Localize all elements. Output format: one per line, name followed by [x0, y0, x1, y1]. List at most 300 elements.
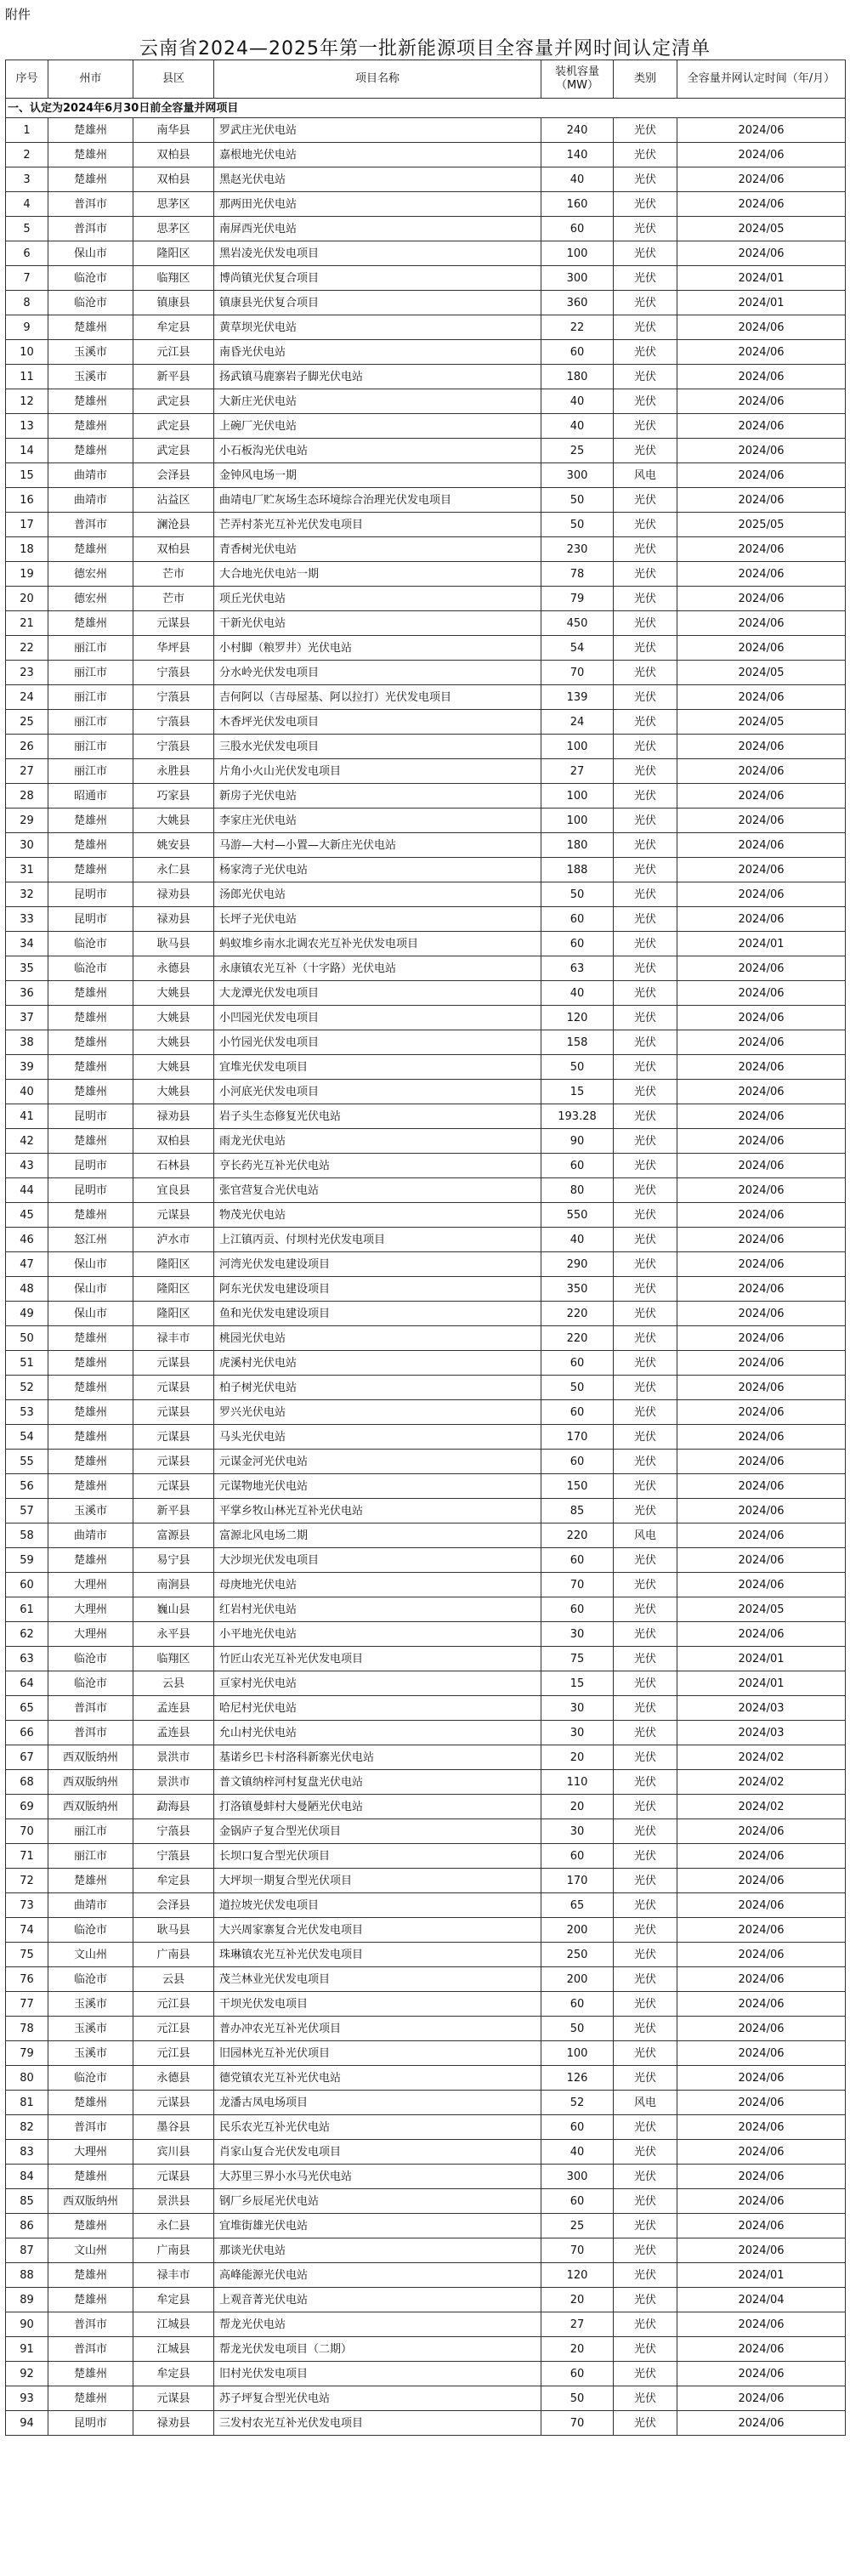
row-capacity: 20 — [541, 1745, 614, 1770]
row-project-name: 那两田光伏电站 — [214, 192, 541, 217]
table-row — [6, 315, 846, 340]
row-type: 光伏 — [614, 685, 677, 710]
row-project-name: 南昏光伏电站 — [214, 340, 541, 365]
row-no: 44 — [6, 1178, 48, 1203]
row-date: 2024/06 — [677, 1055, 846, 1080]
row-type: 光伏 — [614, 2165, 677, 2189]
row-date: 2024/05 — [677, 661, 846, 685]
row-no: 11 — [6, 365, 48, 389]
row-type: 光伏 — [614, 2312, 677, 2337]
row-date: 2024/06 — [677, 611, 846, 636]
row-city: 普洱市 — [48, 192, 133, 217]
row-project-name: 打洛镇曼蚌村大曼陋光伏电站 — [214, 1795, 541, 1819]
row-county: 双柏县 — [133, 1129, 214, 1154]
row-type: 光伏 — [614, 759, 677, 784]
row-type: 光伏 — [614, 2140, 677, 2165]
row-county: 姚安县 — [133, 833, 214, 858]
row-project-name: 小村脚（粮罗井）光伏电站 — [214, 636, 541, 661]
table-row — [6, 2041, 846, 2066]
row-no: 18 — [6, 537, 48, 562]
row-capacity: 290 — [541, 1252, 614, 1277]
row-capacity: 40 — [541, 1228, 614, 1252]
row-date: 2024/06 — [677, 2337, 846, 2362]
row-capacity: 140 — [541, 143, 614, 167]
section-row — [6, 99, 846, 118]
row-capacity: 150 — [541, 1474, 614, 1499]
table-row — [6, 1376, 846, 1400]
row-no: 15 — [6, 463, 48, 488]
row-no: 90 — [6, 2312, 48, 2337]
row-city: 临沧市 — [48, 1918, 133, 1943]
table-row — [6, 661, 846, 685]
row-no: 20 — [6, 587, 48, 611]
row-type: 光伏 — [614, 143, 677, 167]
row-county: 易宁县 — [133, 1548, 214, 1573]
row-capacity: 100 — [541, 809, 614, 833]
row-capacity: 220 — [541, 1326, 614, 1351]
row-capacity: 50 — [541, 513, 614, 537]
row-project-name: 阿东光伏发电建设项目 — [214, 1277, 541, 1302]
row-project-name: 黑岩凌光伏发电项目 — [214, 241, 541, 266]
row-county: 镇康县 — [133, 291, 214, 315]
page-title: 云南省2024—2025年第一批新能源项目全容量并网时间认定清单 — [139, 38, 711, 60]
row-project-name: 龙潘古凤电场项目 — [214, 2091, 541, 2115]
table-row — [6, 439, 846, 463]
row-city: 临沧市 — [48, 2066, 133, 2091]
row-capacity: 139 — [541, 685, 614, 710]
row-no: 76 — [6, 1967, 48, 1992]
table-row — [6, 1474, 846, 1499]
row-county: 元谋县 — [133, 1474, 214, 1499]
table-row — [6, 636, 846, 661]
row-type: 光伏 — [614, 1918, 677, 1943]
row-type: 光伏 — [614, 1351, 677, 1376]
row-capacity: 50 — [541, 2386, 614, 2411]
row-project-name: 杨家湾子光伏电站 — [214, 858, 541, 882]
row-capacity: 65 — [541, 1893, 614, 1918]
row-date: 2024/06 — [677, 1351, 846, 1376]
row-date: 2024/06 — [677, 636, 846, 661]
row-capacity: 60 — [541, 1154, 614, 1178]
row-date: 2024/03 — [677, 1696, 846, 1721]
row-type: 光伏 — [614, 1967, 677, 1992]
row-date: 2024/06 — [677, 414, 846, 439]
row-county: 孟连县 — [133, 1696, 214, 1721]
row-project-name: 小平地光伏电站 — [214, 1622, 541, 1647]
row-date: 2024/06 — [677, 1499, 846, 1523]
row-capacity: 60 — [541, 1351, 614, 1376]
row-county: 禄劝县 — [133, 882, 214, 907]
row-capacity: 250 — [541, 1943, 614, 1967]
row-project-name: 上碗厂光伏电站 — [214, 414, 541, 439]
row-city: 楚雄州 — [48, 2165, 133, 2189]
row-county: 隆阳区 — [133, 1277, 214, 1302]
row-project-name: 河湾光伏发电建设项目 — [214, 1252, 541, 1277]
row-date: 2024/06 — [677, 2165, 846, 2189]
row-capacity: 170 — [541, 1869, 614, 1893]
row-no: 73 — [6, 1893, 48, 1918]
row-project-name: 扬武镇马鹿寨岩子脚光伏电站 — [214, 365, 541, 389]
row-no: 41 — [6, 1104, 48, 1129]
row-project-name: 金锅庐子复合型光伏项目 — [214, 1819, 541, 1844]
row-county: 巧家县 — [133, 784, 214, 809]
row-capacity: 220 — [541, 1302, 614, 1326]
table-row — [6, 340, 846, 365]
table-row — [6, 562, 846, 587]
row-county: 景洪市 — [133, 1770, 214, 1795]
table-row — [6, 1992, 846, 2017]
row-type: 光伏 — [614, 809, 677, 833]
row-date: 2024/06 — [677, 488, 846, 513]
row-county: 广南县 — [133, 2238, 214, 2263]
row-county: 澜沧县 — [133, 513, 214, 537]
row-county: 耿马县 — [133, 1918, 214, 1943]
row-capacity: 60 — [541, 1597, 614, 1622]
row-project-name: 分水岭光伏发电项目 — [214, 661, 541, 685]
row-project-name: 长坪子光伏电站 — [214, 907, 541, 932]
row-type: 光伏 — [614, 1450, 677, 1474]
row-type: 光伏 — [614, 735, 677, 759]
row-project-name: 基诺乡巴卡村洛科新寨光伏电站 — [214, 1745, 541, 1770]
row-no: 27 — [6, 759, 48, 784]
table-row — [6, 2238, 846, 2263]
row-no: 42 — [6, 1129, 48, 1154]
row-no: 54 — [6, 1425, 48, 1450]
row-date: 2024/06 — [677, 2041, 846, 2066]
row-city: 丽江市 — [48, 759, 133, 784]
row-project-name: 小竹园光伏发电项目 — [214, 1030, 541, 1055]
row-date: 2024/06 — [677, 833, 846, 858]
row-city: 西双版纳州 — [48, 2189, 133, 2214]
row-city: 临沧市 — [48, 1647, 133, 1671]
row-date: 2024/06 — [677, 907, 846, 932]
table-row — [6, 932, 846, 956]
row-capacity: 85 — [541, 1499, 614, 1523]
row-city: 大理州 — [48, 1597, 133, 1622]
row-type: 光伏 — [614, 1080, 677, 1104]
row-city: 普洱市 — [48, 2312, 133, 2337]
row-no: 87 — [6, 2238, 48, 2263]
row-date: 2024/06 — [677, 1228, 846, 1252]
row-county: 隆阳区 — [133, 241, 214, 266]
row-project-name: 罗兴光伏电站 — [214, 1400, 541, 1425]
row-type: 光伏 — [614, 1104, 677, 1129]
row-date: 2024/06 — [677, 1006, 846, 1030]
row-no: 7 — [6, 266, 48, 291]
row-date: 2024/06 — [677, 809, 846, 833]
row-capacity: 63 — [541, 956, 614, 981]
row-project-name: 普文镇纳梓河村复盘光伏电站 — [214, 1770, 541, 1795]
row-county: 宾川县 — [133, 2140, 214, 2165]
row-no: 46 — [6, 1228, 48, 1252]
row-type: 光伏 — [614, 2337, 677, 2362]
row-no: 81 — [6, 2091, 48, 2115]
row-city: 保山市 — [48, 1302, 133, 1326]
row-no: 10 — [6, 340, 48, 365]
row-no: 29 — [6, 809, 48, 833]
table-row — [6, 1795, 846, 1819]
row-date: 2024/06 — [677, 1080, 846, 1104]
row-project-name: 金钟风电场一期 — [214, 463, 541, 488]
row-city: 玉溪市 — [48, 1992, 133, 2017]
row-project-name: 三发村农光互补光伏发电项目 — [214, 2411, 541, 2436]
row-capacity: 25 — [541, 439, 614, 463]
table-row — [6, 2189, 846, 2214]
row-no: 84 — [6, 2165, 48, 2189]
row-city: 昆明市 — [48, 1154, 133, 1178]
row-project-name: 镇康县光伏复合项目 — [214, 291, 541, 315]
row-capacity: 50 — [541, 1376, 614, 1400]
row-type: 光伏 — [614, 1770, 677, 1795]
header-date: 全容量并网认定时间（年/月） — [677, 60, 846, 99]
row-project-name: 旧园林光互补光伏项目 — [214, 2041, 541, 2066]
row-city: 楚雄州 — [48, 1351, 133, 1376]
row-no: 35 — [6, 956, 48, 981]
row-capacity: 200 — [541, 1918, 614, 1943]
row-project-name: 钢厂乡辰尾光伏电站 — [214, 2189, 541, 2214]
row-type: 光伏 — [614, 1474, 677, 1499]
row-type: 风电 — [614, 1523, 677, 1548]
row-type: 光伏 — [614, 414, 677, 439]
row-county: 新平县 — [133, 365, 214, 389]
row-date: 2024/06 — [677, 1573, 846, 1597]
row-project-name: 上观音菁光伏电站 — [214, 2288, 541, 2312]
row-capacity: 60 — [541, 1992, 614, 2017]
row-type: 光伏 — [614, 1819, 677, 1844]
row-county: 元谋县 — [133, 1425, 214, 1450]
row-county: 禄劝县 — [133, 907, 214, 932]
row-county: 芒市 — [133, 562, 214, 587]
row-date: 2024/06 — [677, 2362, 846, 2386]
row-no: 82 — [6, 2115, 48, 2140]
row-capacity: 70 — [541, 2411, 614, 2436]
row-no: 63 — [6, 1647, 48, 1671]
table-row — [6, 2214, 846, 2238]
row-city: 曲靖市 — [48, 1893, 133, 1918]
row-county: 元江县 — [133, 1992, 214, 2017]
header-city: 州市 — [48, 60, 133, 99]
row-date: 2024/06 — [677, 2386, 846, 2411]
row-capacity: 60 — [541, 907, 614, 932]
table-row — [6, 1869, 846, 1893]
row-type: 光伏 — [614, 389, 677, 414]
row-capacity: 60 — [541, 1548, 614, 1573]
row-date: 2024/05 — [677, 217, 846, 241]
row-type: 光伏 — [614, 833, 677, 858]
row-type: 光伏 — [614, 1548, 677, 1573]
row-type: 光伏 — [614, 1795, 677, 1819]
row-date: 2024/06 — [677, 1252, 846, 1277]
row-no: 23 — [6, 661, 48, 685]
row-type: 光伏 — [614, 1745, 677, 1770]
row-city: 楚雄州 — [48, 143, 133, 167]
row-project-name: 长坝口复合型光伏项目 — [214, 1844, 541, 1869]
row-type: 光伏 — [614, 1203, 677, 1228]
row-county: 双柏县 — [133, 143, 214, 167]
row-capacity: 60 — [541, 217, 614, 241]
row-city: 普洱市 — [48, 2115, 133, 2140]
row-project-name: 永康镇农光互补（十字路）光伏电站 — [214, 956, 541, 981]
row-project-name: 三股水光伏发电项目 — [214, 735, 541, 759]
row-date: 2024/06 — [677, 1326, 846, 1351]
row-county: 元谋县 — [133, 1400, 214, 1425]
row-city: 丽江市 — [48, 1819, 133, 1844]
row-type: 光伏 — [614, 1696, 677, 1721]
row-city: 楚雄州 — [48, 2091, 133, 2115]
row-no: 9 — [6, 315, 48, 340]
row-no: 52 — [6, 1376, 48, 1400]
row-no: 8 — [6, 291, 48, 315]
row-no: 72 — [6, 1869, 48, 1893]
row-no: 77 — [6, 1992, 48, 2017]
table-row — [6, 784, 846, 809]
row-project-name: 蚂蚁堆乡南水北调农光互补光伏发电项目 — [214, 932, 541, 956]
row-type: 光伏 — [614, 1228, 677, 1252]
row-no: 34 — [6, 932, 48, 956]
row-date: 2024/06 — [677, 2189, 846, 2214]
row-city: 楚雄州 — [48, 439, 133, 463]
row-project-name: 民乐农光互补光伏电站 — [214, 2115, 541, 2140]
row-no: 60 — [6, 1573, 48, 1597]
row-capacity: 52 — [541, 2091, 614, 2115]
table-row — [6, 1326, 846, 1351]
row-capacity: 200 — [541, 1967, 614, 1992]
row-date: 2024/04 — [677, 2288, 846, 2312]
row-county: 宁蒗县 — [133, 1844, 214, 1869]
row-county: 江城县 — [133, 2312, 214, 2337]
row-project-name: 母庚地光伏电站 — [214, 1573, 541, 1597]
row-date: 2024/06 — [677, 1523, 846, 1548]
row-date: 2024/01 — [677, 291, 846, 315]
row-city: 西双版纳州 — [48, 1770, 133, 1795]
row-county: 勐海县 — [133, 1795, 214, 1819]
row-county: 宜良县 — [133, 1178, 214, 1203]
row-no: 33 — [6, 907, 48, 932]
row-type: 光伏 — [614, 192, 677, 217]
row-project-name: 上江镇丙贡、付坝村光伏发电项目 — [214, 1228, 541, 1252]
row-capacity: 25 — [541, 2214, 614, 2238]
row-no: 59 — [6, 1548, 48, 1573]
row-date: 2024/02 — [677, 1745, 846, 1770]
row-date: 2024/06 — [677, 1967, 846, 1992]
row-city: 楚雄州 — [48, 167, 133, 192]
row-no: 75 — [6, 1943, 48, 1967]
row-date: 2024/06 — [677, 1943, 846, 1967]
row-city: 曲靖市 — [48, 463, 133, 488]
row-type: 光伏 — [614, 784, 677, 809]
row-date: 2024/06 — [677, 2017, 846, 2041]
row-county: 禄丰市 — [133, 1326, 214, 1351]
row-county: 武定县 — [133, 439, 214, 463]
row-county: 宁蒗县 — [133, 710, 214, 735]
row-city: 楚雄州 — [48, 611, 133, 636]
row-project-name: 小凹园光伏发电项目 — [214, 1006, 541, 1030]
row-project-name: 张官营复合光伏电站 — [214, 1178, 541, 1203]
row-capacity: 100 — [541, 241, 614, 266]
row-capacity: 220 — [541, 1523, 614, 1548]
row-city: 楚雄州 — [48, 1055, 133, 1080]
row-no: 5 — [6, 217, 48, 241]
row-type: 光伏 — [614, 932, 677, 956]
row-city: 玉溪市 — [48, 365, 133, 389]
row-project-name: 李家庄光伏电站 — [214, 809, 541, 833]
row-city: 普洱市 — [48, 513, 133, 537]
row-city: 德宏州 — [48, 562, 133, 587]
row-type: 光伏 — [614, 2214, 677, 2238]
row-city: 玉溪市 — [48, 340, 133, 365]
row-capacity: 60 — [541, 932, 614, 956]
row-date: 2024/06 — [677, 1918, 846, 1943]
table-row — [6, 1696, 846, 1721]
row-project-name: 汤郎光伏电站 — [214, 882, 541, 907]
row-date: 2024/06 — [677, 685, 846, 710]
row-type: 光伏 — [614, 981, 677, 1006]
row-capacity: 79 — [541, 587, 614, 611]
row-no: 61 — [6, 1597, 48, 1622]
row-date: 2024/06 — [677, 1277, 846, 1302]
row-project-name: 哈尼村光伏电站 — [214, 1696, 541, 1721]
row-type: 光伏 — [614, 241, 677, 266]
row-type: 光伏 — [614, 118, 677, 143]
row-county: 元谋县 — [133, 2091, 214, 2115]
row-capacity: 230 — [541, 537, 614, 562]
row-city: 临沧市 — [48, 1967, 133, 1992]
row-no: 67 — [6, 1745, 48, 1770]
row-county: 武定县 — [133, 414, 214, 439]
table-row — [6, 809, 846, 833]
row-type: 光伏 — [614, 1647, 677, 1671]
row-city: 文山州 — [48, 1943, 133, 1967]
row-city: 大理州 — [48, 1573, 133, 1597]
row-county: 元江县 — [133, 2041, 214, 2066]
row-project-name: 高峰能源光伏电站 — [214, 2263, 541, 2288]
row-no: 1 — [6, 118, 48, 143]
row-type: 光伏 — [614, 2041, 677, 2066]
row-project-name: 桃园光伏电站 — [214, 1326, 541, 1351]
row-county: 牟定县 — [133, 315, 214, 340]
row-type: 光伏 — [614, 340, 677, 365]
row-capacity: 188 — [541, 858, 614, 882]
row-date: 2024/06 — [677, 1400, 846, 1425]
row-capacity: 450 — [541, 611, 614, 636]
row-date: 2024/06 — [677, 858, 846, 882]
row-date: 2024/06 — [677, 537, 846, 562]
row-project-name: 罗武庄光伏电站 — [214, 118, 541, 143]
row-project-name: 博尚镇光伏复合项目 — [214, 266, 541, 291]
row-no: 64 — [6, 1671, 48, 1696]
row-type: 光伏 — [614, 1252, 677, 1277]
row-project-name: 大兴周家寨复合光伏发电项目 — [214, 1918, 541, 1943]
row-no: 53 — [6, 1400, 48, 1425]
row-county: 大姚县 — [133, 1006, 214, 1030]
row-date: 2024/06 — [677, 2115, 846, 2140]
row-capacity: 70 — [541, 1573, 614, 1597]
row-type: 光伏 — [614, 217, 677, 241]
row-city: 保山市 — [48, 1277, 133, 1302]
row-date: 2024/06 — [677, 143, 846, 167]
row-capacity: 160 — [541, 192, 614, 217]
row-capacity: 20 — [541, 1795, 614, 1819]
table-row — [6, 463, 846, 488]
table-row — [6, 291, 846, 315]
table-row — [6, 241, 846, 266]
row-city: 昆明市 — [48, 1104, 133, 1129]
row-city: 楚雄州 — [48, 2386, 133, 2411]
row-county: 临翔区 — [133, 266, 214, 291]
header-name: 项目名称 — [214, 60, 541, 99]
table-row — [6, 1302, 846, 1326]
row-type: 光伏 — [614, 710, 677, 735]
